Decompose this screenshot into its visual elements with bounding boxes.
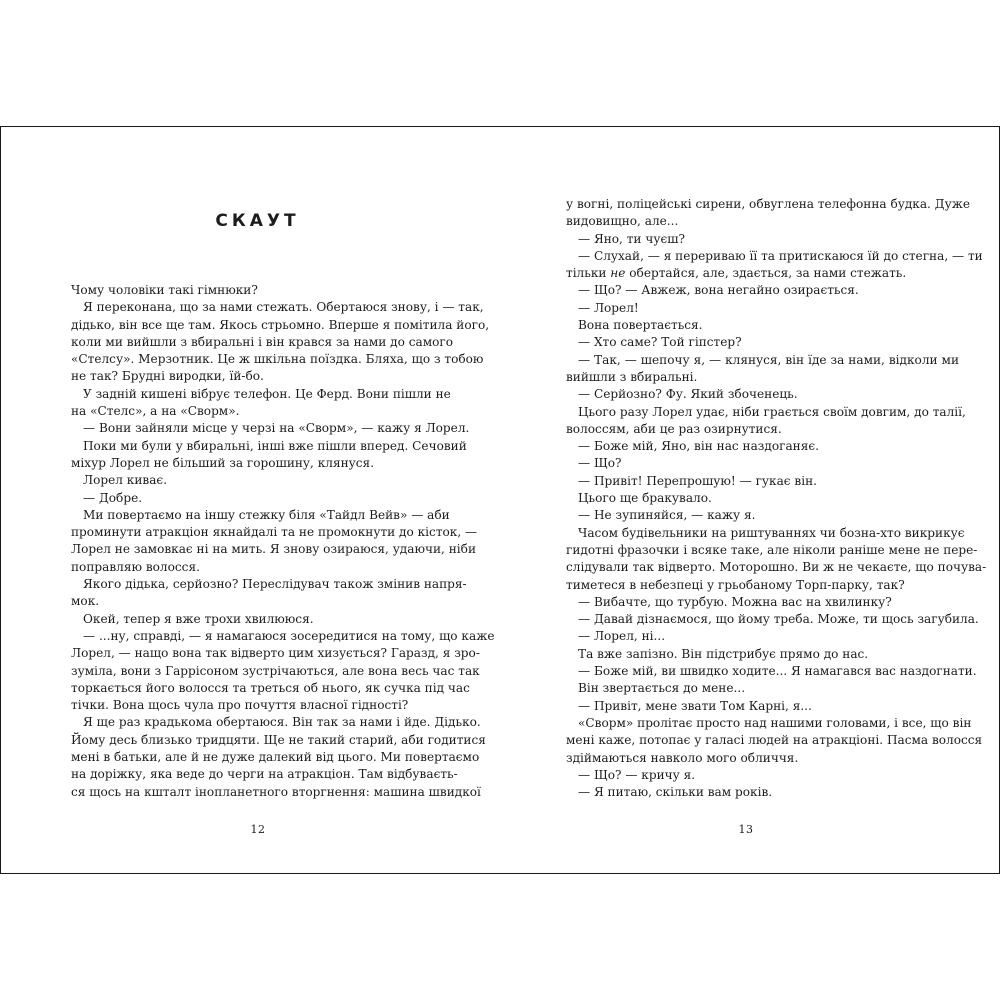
text-line: «Стелсу». Мерзотник. Це ж шкільна поїздка. Бляха, що з тобою	[71, 352, 484, 367]
text-line: — Боже мій, ви швидко ходите... Я намагався вас наздогнати.	[578, 664, 977, 679]
left-page	[1, 127, 500, 873]
text-line: волоссям, аби це раз озирнутися.	[566, 421, 782, 436]
text-line: — Привіт! Перепрошую! — гукає він.	[578, 473, 817, 488]
left-page-text	[71, 282, 495, 801]
text-line: коли ми вийшли з вбиральні і він крався за нами до самого	[71, 334, 454, 349]
text-line: видовищно, але...	[566, 214, 679, 229]
text-line: Цього ще бракувало.	[578, 491, 712, 506]
text-line: вийшли з вбиральні.	[566, 369, 698, 384]
text-line: не так? Брудні виродки, їй-бо.	[71, 369, 264, 384]
left-page-number: 12	[250, 823, 266, 836]
text-line: Та вже запізно. Він підстрибує прямо до нас.	[578, 646, 869, 661]
text-line: — Боже мій, Яно, він нас наздоганяє.	[578, 439, 819, 454]
text-line: — Яно, ти чуєш?	[578, 231, 685, 246]
right-page	[500, 127, 999, 873]
text-line: гидотні фразочки і всяке таке, але ніколи раніше мене не пере-	[566, 542, 978, 557]
text-line: Він звертається до мене...	[578, 681, 746, 696]
text-line: дідько, він все ще там. Якось стрьомно. Вперше я помітила його,	[71, 317, 490, 332]
text-line: тічки. Вона щось чула про почуття власної гідності?	[71, 698, 409, 713]
text-line: Вона повертається.	[578, 318, 703, 333]
text-line: — Лорел!	[578, 300, 639, 315]
text-line: торкається його волосся та треться об нього, як сучка під час	[71, 680, 470, 695]
text-line: — Вони зайняли місце у черзі на «Сворм», — кажу я Лорел.	[83, 421, 470, 436]
text-line: на «Стелс», а на «Сворм».	[71, 404, 240, 419]
right-page-text	[566, 196, 987, 801]
text-line: — Серйозно? Фу. Який збоченець.	[578, 387, 798, 402]
text-line: слідували так відверто. Моторошно. Ви ж не чекаєте, що почува-	[566, 560, 987, 575]
text-line: — Так, — шепочу я, — клянуся, він їде за нами, відколи ми	[578, 352, 959, 367]
text-line: здіймаються навколо мого обличчя.	[566, 750, 799, 765]
text-line: Якого дідька, серйозно? Переслідувач також змінив напря-	[83, 577, 467, 592]
chapter-title: СКАУТ	[215, 211, 300, 231]
text-line: — Хто саме? Той гіпстер?	[578, 335, 742, 350]
text-line: — Що? — кричу я.	[578, 767, 696, 782]
text-line: міхур Лорел не більший за горошину, клянуся.	[71, 455, 375, 470]
text-line: Ми повертаємо на іншу стежку біля «Тайдл Вейв» — аби	[83, 507, 450, 522]
text-line: — Що?	[578, 456, 622, 471]
right-page-number: 13	[738, 823, 754, 836]
text-line: Поки ми були у вбиральні, інші вже пішли вперед. Сечовий	[83, 438, 467, 453]
text-line: У задній кишені вібрує телефон. Це Ферд. Вони пішли не	[83, 386, 451, 401]
text-line: — Не зупиняйся, — кажу я.	[578, 508, 756, 523]
text-line: Я ще раз крадькома обертаюся. Він так за нами і йде. Дідько.	[83, 715, 481, 730]
text-line: поправляю волосся.	[71, 559, 200, 574]
text-line: Чому чоловіки такі гімнюки?	[71, 283, 258, 297]
text-line: мок.	[71, 594, 100, 609]
text-line: — Лорел, ні...	[578, 629, 666, 644]
text-line: — ...ну, справді, — я намагаюся зосередитися на тому, що каже	[83, 628, 495, 643]
text-line: — Слухай, — я перериваю її та притискаюся їй до стегна, — ти	[578, 248, 983, 263]
text-line: Цього разу Лорел удає, ніби грається своїм довгим, до талії,	[578, 404, 966, 419]
text-line: на доріжку, яка веде до черги на атракціон. Там відбуваєть-	[71, 767, 458, 782]
text-line: тиметеся в небезпеці у грьобаному Торп-парку, так?	[566, 577, 905, 592]
text-line: — Я питаю, скільки вам років.	[578, 785, 773, 800]
text-line: — Привіт, мене звати Том Карні, я...	[578, 698, 812, 713]
text-line: — Що? — Авжеж, вона негайно озирається.	[578, 283, 859, 298]
text-line: — Давай дізнаємося, що йому треба. Може, ти щось загубила.	[578, 612, 979, 627]
text-line: проминути атракціон якнайдалі та не промокнути до кісток, —	[71, 525, 478, 540]
text-line: Я переконана, що за нами стежать. Обертаюся знову, і — так,	[83, 300, 484, 315]
text-line: Часом будівельники на риштуваннях чи бозна-хто викрикує	[578, 525, 965, 540]
text-line: Лорел не замовкає ні на мить. Я знову озираюся, удаючи, ніби	[71, 542, 477, 557]
text-line: Лорел, — нащо вона так відверто цим хизується? Гаразд, я зро-	[71, 646, 480, 661]
text-line: Окей, тепер я вже трохи хвилююся.	[83, 611, 314, 626]
text-line: зуміла, вони з Гаррісоном зустрічаються, але вона весь час так	[71, 663, 480, 678]
text-line: мені каже, потопає у галасі людей на атракціоні. Пасма волосся	[566, 733, 983, 748]
book-spread	[0, 126, 1000, 874]
text-line: у вогні, поліцейські сирени, обвуглена телефонна будка. Дуже	[566, 197, 970, 211]
text-line: «Сворм» пролітає просто над нашими головами, і все, що він	[578, 715, 972, 730]
text-line: тільки не обертайся, але, здається, за нами стежать.	[566, 266, 907, 281]
text-line: мені в батьки, але й не дуже далекий від цього. Ми повертаємо	[71, 750, 480, 765]
text-line: Лорел киває.	[83, 473, 168, 488]
text-line: — Добре.	[83, 490, 143, 505]
text-line: ся щось на кшталт інопланетного вторгнення: машина швидкої	[71, 784, 481, 799]
text-line: — Вибачте, що турбую. Можна вас на хвилинку?	[578, 594, 892, 609]
text-line: Йому десь близько тридцяти. Ще не такий старий, аби годитися	[71, 732, 486, 747]
